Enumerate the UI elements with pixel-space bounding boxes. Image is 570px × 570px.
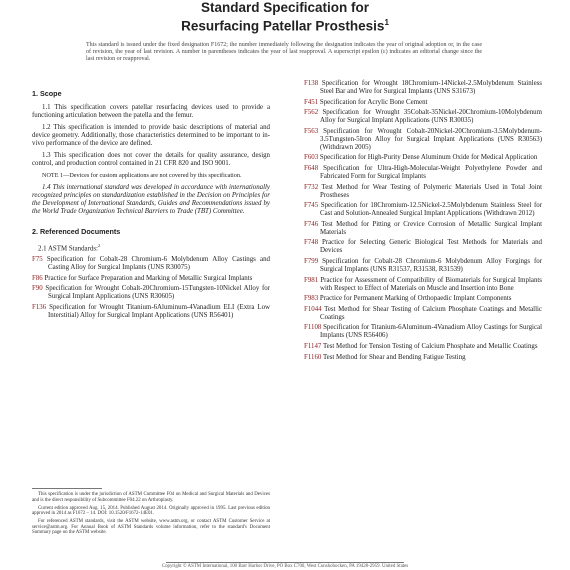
reference-title: Specification for High-Purity Dense Aluminum Oxide for Medical Application <box>318 154 538 162</box>
footnotes <box>32 478 270 538</box>
reference-title: Specification for 18Chromium-12.5Nickel-2.5Molybdenum Stainless Steel for Cast and Solution-Annealed Surgical Implant Applications (Withdrawn 2012) <box>318 202 542 218</box>
reference-title: Specification for Wrought Titanium-6Aluminum-4Vanadium ELI (Extra Low Interstitial) Alloy for Surgical Implant Applications (UNS R56401) <box>46 304 270 320</box>
reference-item <box>32 256 270 272</box>
section-heading-referenced-documents: 2. Referenced Documents <box>32 227 121 236</box>
scope-paragraph-3: 1.3 This specification does not cover the details for quality assurance, design control, and production control contained in 21 CFR 820 and ISO 9001. <box>32 152 270 167</box>
reference-code-link[interactable]: F86 <box>32 274 43 282</box>
footer-divider <box>166 562 404 563</box>
reference-item <box>304 239 542 255</box>
reference-title: Specification for Wrought Cobalt-20Chromium-15Tungsten-10Nickel Alloy for Surgical Implant Applications (UNS R30605) <box>42 285 270 301</box>
reference-item <box>32 304 270 320</box>
preamble: This standard is issued under the fixed designation F1672; the number immediately following the designation indicates the year of original adoption or, in the case of revision, the year of last revision. A number in parentheses indicates the year of last reapproval. A superscript epsilon (ε) indicates an editorial change since the last revision or reapproval. <box>86 42 482 63</box>
reference-item <box>304 165 542 181</box>
reference-code-link[interactable]: F563 <box>304 127 319 135</box>
reference-code-link[interactable]: F451 <box>304 98 319 106</box>
title-text: Resurfacing Patellar Prosthesis <box>181 18 385 34</box>
reference-title: Test Method for Pitting or Crevice Corrosion of Metallic Surgical Implant Materials <box>318 220 542 236</box>
footnote-1b: Current edition approved Aug. 15, 2014. Published August 2014. Originally approved in 1995. Last previous edition approved in 2014 as F1672 – 14. DOI: 10.1520/F1672-14E01. <box>32 505 270 517</box>
reference-code-link[interactable]: F562 <box>304 109 319 117</box>
reference-code-link[interactable]: F983 <box>304 295 319 303</box>
reference-title: Specification for Titanium-6Aluminum-4Vanadium Alloy Castings for Surgical Implants (UNS R56406) <box>320 324 542 340</box>
reference-code-link[interactable]: F1044 <box>304 305 322 313</box>
reference-code-link[interactable]: F981 <box>304 276 319 284</box>
document-title <box>0 0 570 34</box>
reference-title: Practice for Permanent Marking of Orthopaedic Implant Components <box>318 295 512 303</box>
scope-paragraph-4: 1.4 This international standard was developed in accordance with internationally recognized principles on standardization established in the Decision on Principles for the Development of International Standards, Guides and Recommendations issued by the World Trade Organization Technical Barriers to Trade (TBT) Committee. <box>32 184 270 215</box>
subsection-label: 2.1 ASTM Standards: <box>38 245 98 253</box>
reference-item <box>304 184 542 200</box>
reference-code-link[interactable]: F1147 <box>304 342 322 350</box>
subsection-astm-standards <box>32 242 270 253</box>
reference-title: Test Method for Tension Testing of Calcium Phosphate and Metallic Coatings <box>321 342 538 350</box>
reference-code-link[interactable]: F648 <box>304 164 319 172</box>
reference-item <box>304 128 542 152</box>
reference-title: Specification for Wrought 35Cobalt-35Nickel-20Chromium-10Molybdenum Alloy for Surgical Implant Applications (UNS R30035) <box>318 109 542 125</box>
reference-item <box>304 258 542 274</box>
reference-item <box>304 324 542 340</box>
reference-item <box>32 275 270 283</box>
reference-code-link[interactable]: F138 <box>304 80 319 87</box>
reference-code-link[interactable]: F748 <box>304 239 319 247</box>
reference-item <box>32 285 270 301</box>
reference-code-link[interactable]: F603 <box>304 154 319 162</box>
reference-item <box>304 306 542 322</box>
reference-title: Specification for Wrought Cobalt-20Nickel-20Chromium-3.5Molybdenum-3.5Tungsten-5Iron Alloy for Surgical Implant Applications (UNS R30563) (Withdrawn 2005) <box>318 127 542 151</box>
reference-item <box>304 202 542 218</box>
scope-note: NOTE 1—Devices for custom applications are not covered by this specification. <box>42 172 242 179</box>
reference-item <box>304 80 542 96</box>
title-footnote-marker: 1 <box>384 18 389 27</box>
reference-title: Practice for Selecting Generic Biological Test Methods for Materials and Devices <box>318 239 542 255</box>
footnote-1: This specification is under the jurisdiction of ASTM Committee F04 on Medical and Surgical Materials and Devices and is the direct responsibility of Subcommittee F04.22 on Arthroplasty. <box>32 492 270 503</box>
reference-item <box>304 343 542 351</box>
right-column <box>304 80 542 364</box>
section-heading-scope: 1. Scope <box>32 89 62 98</box>
right-reference-list <box>304 80 542 362</box>
left-reference-list <box>32 256 270 320</box>
scope-paragraph-1: 1.1 This specification covers patellar resurfacing devices used to provide a functioning articulation between the patella and the femur. <box>32 104 270 119</box>
reference-item <box>304 221 542 237</box>
reference-title: Specification for Wrought 18Chromium-14Nickel-2.5Molybdenum Stainless Steel Bar and Wire for Surgical Implants (UNS S31673) <box>318 80 542 95</box>
reference-item <box>304 99 542 107</box>
reference-code-link[interactable]: F75 <box>32 256 43 264</box>
reference-code-link[interactable]: F1160 <box>304 353 322 361</box>
footnote-2: For referenced ASTM standards, visit the ASTM website, www.astm.org, or contact ASTM Customer Service at service@astm.org. For Annual Book of ASTM Standards volume information, refer to the standard's Document Summary page on the ASTM website. <box>32 519 270 536</box>
reference-title: Specification for Ultra-High-Molecular-Weight Polyethylene Powder and Fabricated Form for Surgical Implants <box>318 164 542 180</box>
reference-item <box>304 154 542 162</box>
reference-code-link[interactable]: F90 <box>32 285 43 293</box>
reference-title: Test Method for Wear Testing of Polymeric Materials Used in Total Joint Prostheses <box>318 183 542 199</box>
title-line-2 <box>0 15 570 34</box>
copyright-text: Copyright © ASTM International, 100 Barr Harbor Drive, PO Box C700, West Conshohocken, PA 19428-2959. United States <box>161 564 409 569</box>
reference-title: Specification for Acrylic Bone Cement <box>318 98 428 106</box>
page-footer <box>0 562 570 569</box>
reference-item <box>304 354 542 362</box>
title-line-1: Standard Specification for <box>200 0 370 15</box>
reference-item <box>304 277 542 293</box>
reference-item <box>304 109 542 125</box>
reference-title: Test Method for Shear and Bending Fatigue Testing <box>321 353 466 361</box>
reference-title: Specification for Cobalt-28 Chromium-6 Molybdenum Alloy Castings and Casting Alloy for Surgical Implants (UNS R30075) <box>42 256 270 272</box>
reference-title: Test Method for Shear Testing of Calcium Phosphate Coatings and Metallic Coatings <box>320 305 542 321</box>
reference-title: Specification for Cobalt-28 Chromium-6 Molybdenum Alloy Forgings for Surgical Implants (UNS R31537, R31538, R31539) <box>318 257 542 273</box>
reference-code-link[interactable]: F732 <box>304 183 319 191</box>
reference-item <box>304 295 542 303</box>
left-column <box>32 90 270 323</box>
reference-code-link[interactable]: F1108 <box>304 324 322 332</box>
footnote-divider <box>32 488 102 489</box>
reference-code-link[interactable]: F799 <box>304 257 319 265</box>
reference-title: Practice for Surface Preparation and Marking of Metallic Surgical Implants <box>42 274 253 282</box>
reference-title: Practice for Assessment of Compatibility of Biomaterials for Surgical Implants with Respect to Effect of Materials on Muscle and Insertion into Bone <box>318 276 542 292</box>
footnote-marker: 2 <box>97 243 101 248</box>
reference-code-link[interactable]: F136 <box>32 304 47 312</box>
reference-code-link[interactable]: F745 <box>304 202 319 210</box>
scope-paragraph-2: 1.2 This specification is intended to provide basic descriptions of material and device geometry. Additionally, those characteristics determined to be important to in-vivo performance of the device are defined. <box>32 124 270 147</box>
reference-code-link[interactable]: F746 <box>304 220 319 228</box>
